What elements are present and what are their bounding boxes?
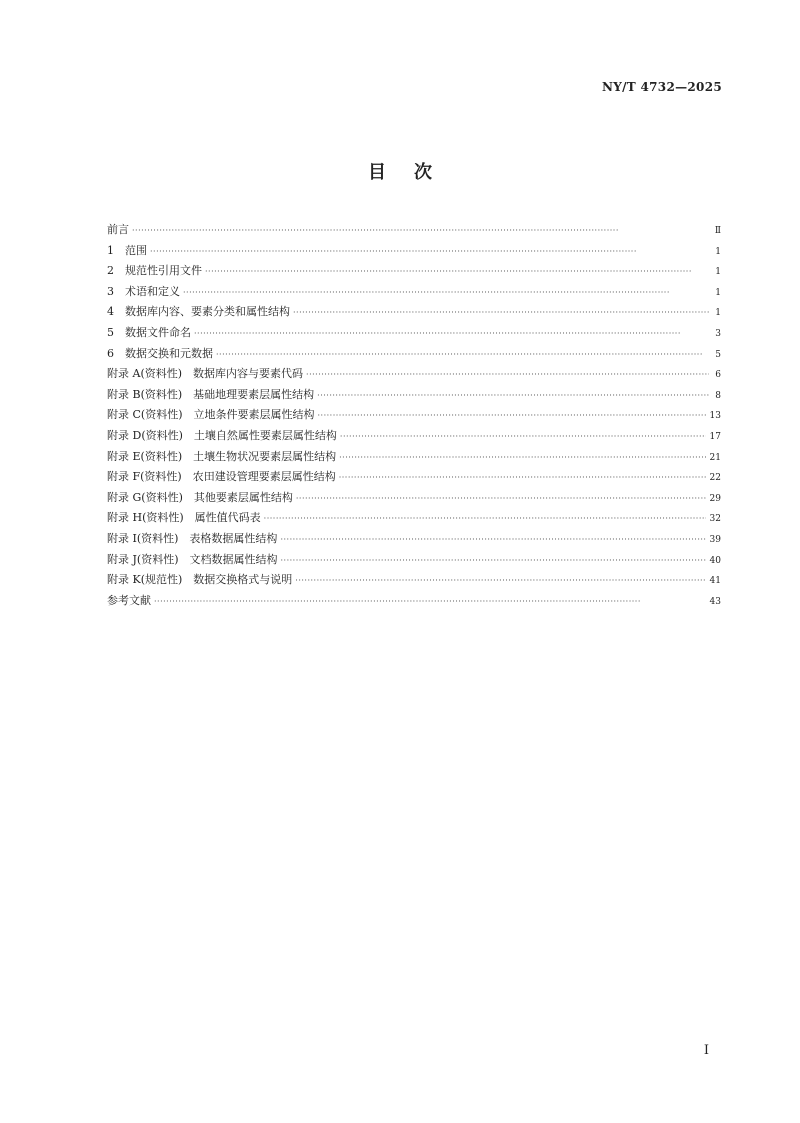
toc-entry[interactable] bbox=[107, 406, 721, 427]
toc-entry[interactable] bbox=[107, 571, 721, 592]
toc-entry-label: 附录 D(资料性) 土壤自然属性要素层属性结构 bbox=[107, 428, 337, 442]
dot-leader bbox=[306, 370, 709, 379]
toc-entry-label: 附录 C(资料性) 立地条件要素层属性结构 bbox=[107, 408, 315, 422]
toc-entry-page: 8 bbox=[715, 390, 721, 401]
dot-leader bbox=[154, 597, 706, 606]
toc-entry[interactable] bbox=[107, 221, 721, 242]
dot-leader bbox=[281, 556, 706, 565]
toc-entry-page: 17 bbox=[709, 431, 721, 442]
toc-entry-page: 1 bbox=[715, 308, 721, 319]
toc-entry-page: 3 bbox=[715, 328, 721, 339]
dot-leader bbox=[339, 453, 705, 462]
toc-entry-page: 43 bbox=[709, 596, 721, 607]
toc-entry[interactable] bbox=[107, 386, 721, 407]
page-number: Ⅰ bbox=[703, 1043, 709, 1058]
toc-entry[interactable] bbox=[107, 262, 721, 283]
dot-leader bbox=[194, 329, 709, 338]
toc-entry-page: 22 bbox=[709, 473, 721, 484]
toc-entry[interactable] bbox=[107, 427, 721, 448]
toc-entry-label: 附录 E(资料性) 土壤生物状况要素层属性结构 bbox=[107, 449, 337, 463]
toc-entry-page: 1 bbox=[715, 267, 721, 278]
dot-leader bbox=[264, 514, 706, 523]
toc-entry-page: 32 bbox=[709, 514, 721, 525]
toc-entry-page: 5 bbox=[715, 349, 721, 360]
dot-leader bbox=[183, 288, 709, 297]
toc-entry-page: 13 bbox=[709, 411, 721, 422]
dot-leader bbox=[216, 350, 709, 359]
toc-entry-page: 6 bbox=[715, 370, 721, 381]
dot-leader bbox=[296, 494, 706, 503]
toc-entry-label: 4 数据库内容、要素分类和属性结构 bbox=[107, 305, 290, 319]
toc-entry[interactable] bbox=[107, 530, 721, 551]
dot-leader bbox=[150, 247, 709, 256]
toc-entry-page: Ⅱ bbox=[714, 226, 721, 236]
dot-leader bbox=[339, 473, 706, 482]
toc-entry[interactable] bbox=[107, 509, 721, 530]
toc-entry-page: 1 bbox=[715, 246, 721, 257]
toc-entry-label: 附录 H(资料性) 属性值代码表 bbox=[107, 511, 261, 525]
toc-entry-label: 附录 K(规范性) 数据交换格式与说明 bbox=[107, 573, 293, 587]
dot-leader bbox=[317, 391, 709, 400]
toc-entry-page: 1 bbox=[715, 287, 721, 298]
table-of-contents bbox=[107, 221, 721, 612]
dot-leader bbox=[280, 535, 705, 544]
toc-entry[interactable] bbox=[107, 489, 721, 510]
dot-leader bbox=[318, 411, 706, 420]
toc-entry[interactable] bbox=[107, 365, 721, 386]
toc-entry-label: 6 数据交换和元数据 bbox=[107, 346, 213, 360]
toc-entry-label: 2 规范性引用文件 bbox=[107, 264, 202, 278]
toc-entry-label: 附录 B(资料性) 基础地理要素层属性结构 bbox=[107, 387, 315, 401]
dot-leader bbox=[293, 308, 709, 317]
toc-entry-label: 1 范围 bbox=[107, 243, 147, 257]
toc-entry[interactable] bbox=[107, 324, 721, 345]
toc-entry-label: 参考文献 bbox=[107, 593, 151, 607]
toc-entry-label: 附录 A(资料性) 数据库内容与要素代码 bbox=[107, 367, 304, 381]
page-title: 目次 bbox=[368, 162, 460, 183]
toc-entry-label: 5 数据文件命名 bbox=[107, 325, 191, 339]
toc-entry[interactable] bbox=[107, 345, 721, 366]
toc-entry[interactable] bbox=[107, 242, 721, 263]
toc-entry-page: 40 bbox=[709, 555, 721, 566]
toc-entry-page: 21 bbox=[709, 452, 721, 463]
toc-entry[interactable] bbox=[107, 468, 721, 489]
dot-leader bbox=[205, 267, 709, 276]
toc-entry[interactable] bbox=[107, 448, 721, 469]
toc-entry[interactable] bbox=[107, 551, 721, 572]
toc-entry-label: 附录 J(资料性) 文档数据属性结构 bbox=[107, 552, 278, 566]
toc-entry[interactable] bbox=[107, 283, 721, 304]
toc-entry-page: 39 bbox=[709, 534, 721, 545]
standard-number: NY/T 4732—2025 bbox=[601, 80, 722, 94]
toc-entry[interactable] bbox=[107, 592, 721, 613]
dot-leader bbox=[340, 432, 706, 441]
toc-entry[interactable] bbox=[107, 303, 721, 324]
toc-entry-label: 前言 bbox=[107, 223, 129, 236]
toc-entry-label: 3 术语和定义 bbox=[107, 284, 180, 298]
toc-entry-label: 附录 I(资料性) 表格数据属性结构 bbox=[107, 531, 278, 545]
dot-leader bbox=[132, 226, 709, 235]
toc-entry-label: 附录 G(资料性) 其他要素层属性结构 bbox=[107, 490, 293, 504]
dot-leader bbox=[295, 576, 705, 585]
toc-entry-page: 41 bbox=[709, 576, 721, 587]
toc-entry-page: 29 bbox=[709, 493, 721, 504]
toc-entry-label: 附录 F(资料性) 农田建设管理要素层属性结构 bbox=[107, 470, 336, 484]
